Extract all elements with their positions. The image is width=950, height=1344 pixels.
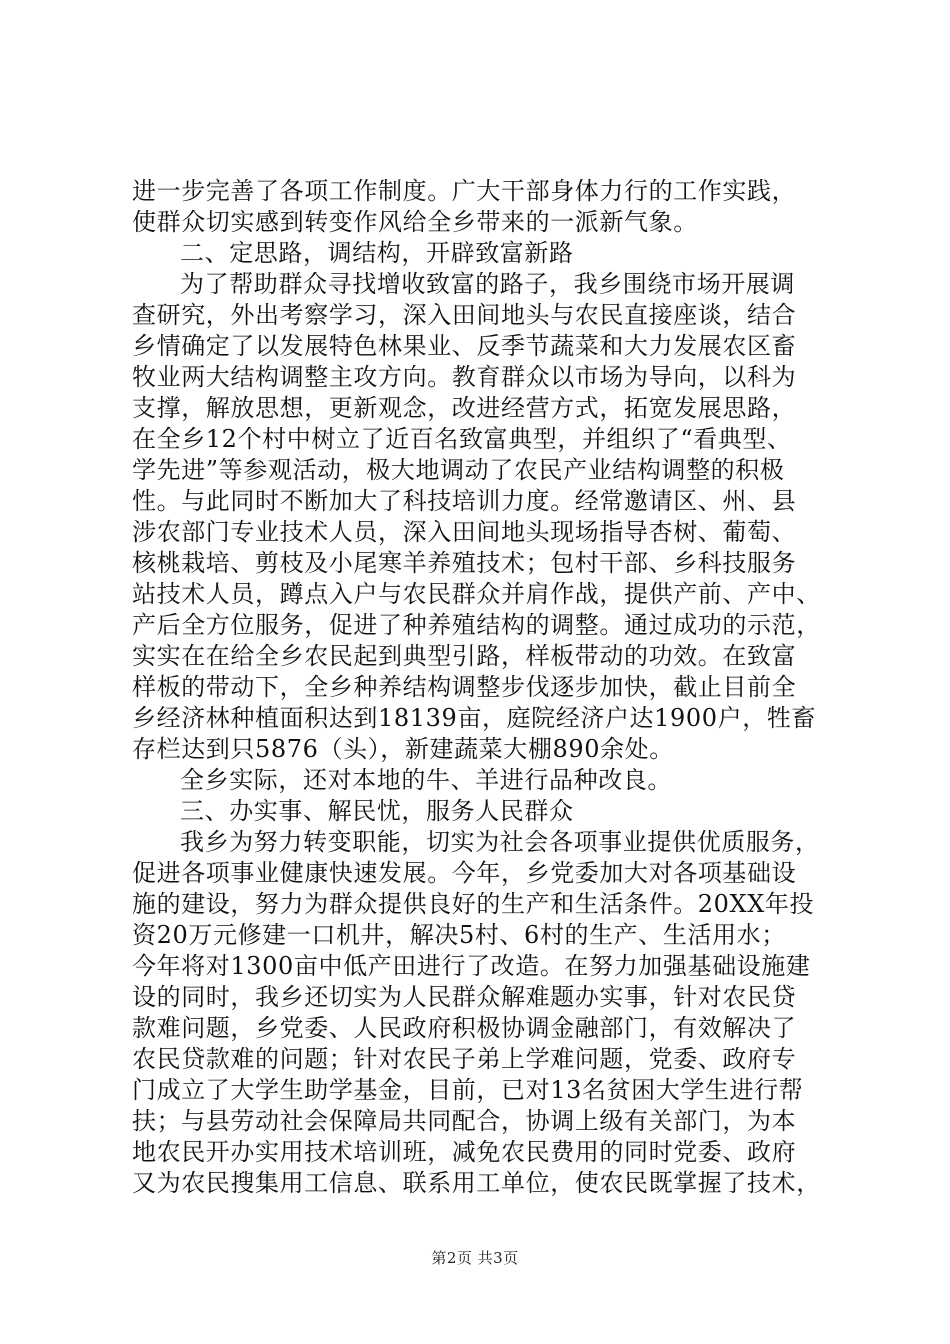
text-line: 设的同时，我乡还切实为人民群众解难题办实事，针对农民贷 [132,983,797,1011]
text-line: 产后全方位服务，促进了种养殖结构的调整。通过成功的示范， [132,611,821,639]
text-line: 实实在在给全乡农民起到典型引路，样板带动的功效。在致富 [132,642,797,670]
text-line: 存栏达到只5876（头），新建蔬菜大棚890余处。 [132,735,674,763]
body-text [132,176,832,1199]
text-line: 又为农民搜集用工信息、联系用工单位，使农民既掌握了技术， [132,1169,821,1197]
text-line: 涉农部门专业技术人员，深入田间地头现场指导杏树、葡萄、 [132,518,797,546]
text-line: 性。与此同时不断加大了科技培训力度。经常邀请区、州、县 [132,487,797,515]
text-line: 核桃栽培、剪枝及小尾寒羊养殖技术；包村干部、乡科技服务 [132,549,797,577]
text-line: 施的建设，努力为群众提供良好的生产和生活条件。20XX年投 [132,890,815,918]
text-line: 样板的带动下，全乡种养结构调整步伐逐步加快，截止目前全 [132,673,797,701]
text-line: 牧业两大结构调整主攻方向。教育群众以市场为导向，以科为 [132,363,797,391]
text-line: 为了帮助群众寻找增收致富的路子，我乡围绕市场开展调 [180,270,795,298]
section-heading: 二、定思路，调结构，开辟致富新路 [180,239,574,267]
text-line: 查研究，外出考察学习，深入田间地头与农民直接座谈，结合 [132,301,797,329]
section-heading: 三、办实事、解民忧，服务人民群众 [180,797,574,825]
text-line: 农民贷款难的问题；针对农民子弟上学难问题，党委、政府专 [132,1045,797,1073]
text-line: 今年将对1300亩中低产田进行了改造。在努力加强基础设施建 [132,952,811,980]
text-line: 乡情确定了以发展特色林果业、反季节蔬菜和大力发展农区畜 [132,332,797,360]
text-line: 资20万元修建一口机井，解决5村、6村的生产、生活用水； [132,921,786,949]
text-line: 款难问题，乡党委、人民政府积极协调金融部门，有效解决了 [132,1014,797,1042]
text-line: 扶；与县劳动社会保障局共同配合，协调上级有关部门，为本 [132,1107,797,1135]
text-line: 站技术人员，蹲点入户与农民群众并肩作战，提供产前、产中、 [132,580,821,608]
text-line: 我乡为努力转变职能，切实为社会各项事业提供优质服务， [180,828,820,856]
text-line: 乡经济林种植面积达到18139亩，庭院经济户达1900户，牲畜 [132,704,817,732]
text-line: 地农民开办实用技术培训班，减免农民费用的同时党委、政府 [132,1138,797,1166]
text-line: 使群众切实感到转变作风给全乡带来的一派新气象。 [132,208,698,236]
text-line: 支撑，解放思想，更新观念，改进经营方式，拓宽发展思路， [132,394,797,422]
text-line: 全乡实际，还对本地的牛、羊进行品种改良。 [180,766,672,794]
page-number-footer: 第2页 共3页 [431,1249,519,1267]
text-line: 门成立了大学生助学基金，目前，已对13名贫困大学生进行帮 [132,1076,804,1104]
text-line: 进一步完善了各项工作制度。广大干部身体力行的工作实践， [132,177,797,205]
text-line: 学先进”等参观活动，极大地调动了农民产业结构调整的积极 [132,456,785,484]
text-line: 促进各项事业健康快速发展。今年，乡党委加大对各项基础设 [132,859,797,887]
text-line: 在全乡12个村中树立了近百名致富典型，并组织了“看典型、 [132,425,792,453]
